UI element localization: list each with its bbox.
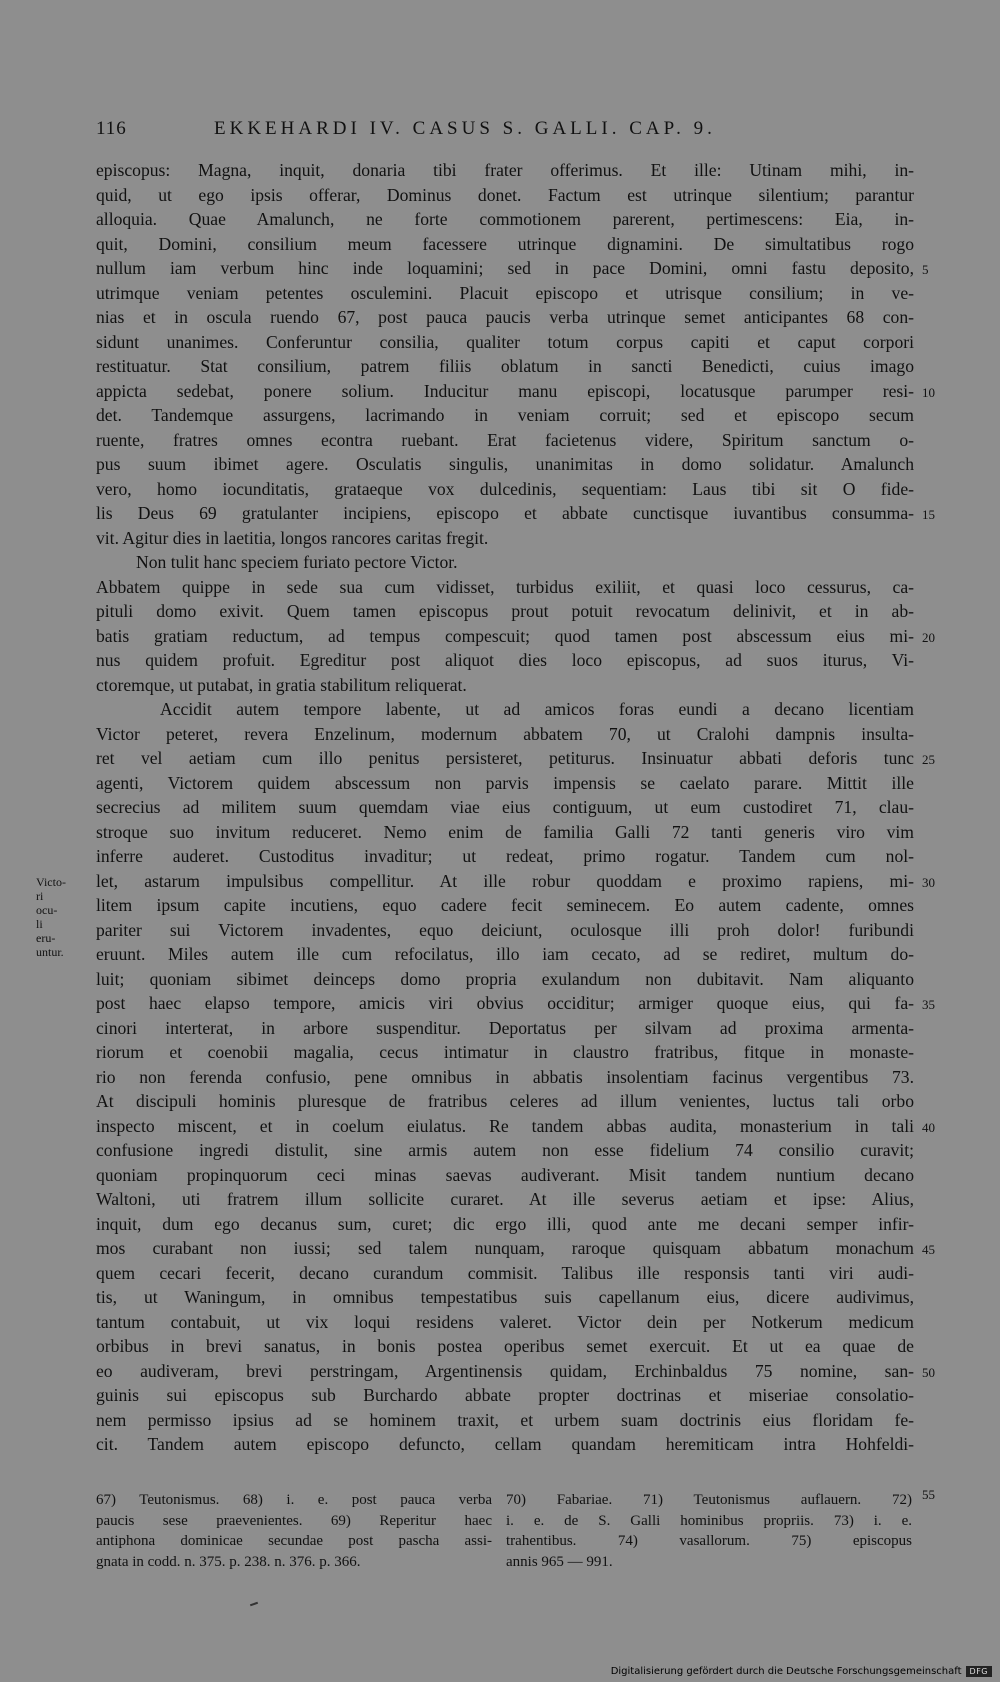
text-line: pituli domo exivit. Quem tamen episcopus prout potuit revocatum delinivit, et in ab- — [96, 601, 914, 621]
text-line: quem cecari fecerit, decano curandum commisit. Talibus ille responsis tanti viri audi- — [96, 1262, 914, 1283]
text-line: eruunt. Miles autem ille cum refocilatus, illo iam cecato, ad se rediret, multum do- — [96, 944, 914, 964]
text-line: inspecto miscent, et in coelum eiulatus. Re tandem abbas audita, monasterium in tali — [96, 1115, 914, 1136]
text-line: let, astarum impulsibus compellitur. At ille robur quoddam e proximo rapiens, mi- — [96, 870, 914, 891]
text-line: nullum iam verbum hinc inde loquamini; sed in pace Domini, omni fastu deposito, — [96, 258, 914, 278]
text-line: nus quidem profuit. Egreditur post aliquot dies loco episcopus, ad suos iturus, Vi- — [96, 650, 914, 670]
line-number: 15 — [922, 507, 935, 522]
footnote-line: trahentibus. 74) vasallorum. 75) episcopus — [506, 1533, 912, 1549]
text-line: guinis sui episcopus sub Burchardo abbate propter doctrinas et miseriae consolatio- — [96, 1385, 914, 1405]
footnote-line: gnata in codd. n. 375. p. 238. n. 376. p. 366. — [96, 1553, 361, 1570]
text-line: Non tulit hanc speciem furiato pectore Victor. — [136, 552, 458, 572]
footnote-line: antiphona dominicae secundae post pascha assi- — [96, 1533, 492, 1549]
text-line: riorum et coenobii magalia, cecus intimatur in claustro fratribus, fitque in monaste- — [96, 1042, 914, 1062]
page-number: 116 — [96, 118, 127, 139]
line-number: 35 — [922, 997, 935, 1012]
digitization-credit — [611, 1666, 992, 1677]
text-line: Abbatem quippe in sede sua cum vidisset, turbidus exiliit, et quasi loco cessurus, ca- — [96, 576, 914, 597]
text-line: pariter sui Victorem invadentes, equo deiciunt, oculosque illi proh dolor! furibundi — [96, 919, 914, 940]
text-line: At discipuli hominis pluresque de fratribus celeres ad illum venientes, luctus tali orbo — [96, 1091, 914, 1111]
text-line: sidunt unanimes. Conferuntur consilia, qualiter totum corpus capiti et caput corpori — [96, 331, 914, 352]
line-number: 40 — [922, 1119, 935, 1135]
footnotes-left — [96, 1490, 492, 1572]
text-line: inferre auderet. Custoditus invaditur; ut redeat, primo rogatur. Tandem cum nol- — [96, 846, 914, 866]
text-line: nias et in oscula ruendo 67, post pauca paucis verba utrinque semet anticipantes 68 con- — [96, 307, 914, 327]
running-title: EKKEHARDI IV. CASUS S. GALLI. CAP. 9. — [214, 118, 716, 139]
footnote-line: annis 965 — 991. — [506, 1553, 613, 1570]
text-line: quit, Domini, consilium meum facessere utrinque dignamini. De simultatibus rogo — [96, 233, 914, 254]
text-line: cit. Tandem autem episcopo defuncto, cellam quandam heremiticam intra Hohfeldi- — [96, 1434, 914, 1454]
text-line: ret vel aetiam cum illo penitus persisteret, petiturus. Insinuatur abbati deforis tunc — [96, 748, 914, 768]
line-number: 20 — [922, 629, 935, 645]
text-line: mos curabant non iussi; sed talem nunquam, raroque quisquam abbatum monachum — [96, 1238, 914, 1258]
line-number: 30 — [922, 874, 935, 890]
text-line: quid, ut ego ipsis offerar, Dominus donet. Factum est utrinque silentium; parantur — [96, 184, 914, 205]
text-line: appicta sedebat, ponere solium. Inducitur manu episcopi, locatusque parumper resi- — [96, 380, 914, 401]
text-line: nem permisso ipsius ad se hominem traxit, et urbem suam doctrinis eius floridam fe- — [96, 1409, 914, 1430]
text-line: stroque suo invitum reduceret. Nemo enim de familia Galli 72 tanti generis viro vim — [96, 821, 914, 842]
footnote-line: i. e. de S. Galli hominibus propriis. 73) i. e. — [506, 1512, 912, 1529]
text-line: ruente, fratres omnes econtra ruebant. Erat facietenus videre, Spiritum sanctum o- — [96, 429, 914, 450]
text-line: vero, homo iocunditatis, grataeque vox dulcedinis, sequentiam: Laus tibi sit O fide- — [96, 478, 914, 499]
text-line: inquit, dum ego decanus sum, curet; dic ergo illi, quod ante me decani semper infir- — [96, 1213, 914, 1234]
text-line: confusione ingredi distulit, sine armis autem non esse fidelium 74 consilio curavit; — [96, 1140, 914, 1160]
footnote-line: 67) Teutonismus. 68) i. e. post pauca verba — [96, 1492, 492, 1508]
footnotes-right — [506, 1490, 912, 1572]
text-line: restituatur. Stat consilium, patrem filiis oblatum in sancti Benedicti, cuius imago — [96, 356, 914, 376]
text-line: ctoremque, ut putabat, in gratia stabilitum reliquerat. — [96, 674, 467, 695]
text-line: quoniam propinquorum ceci minas saevas audiverant. Misit tandem nuntium decano — [96, 1164, 914, 1185]
text-line: eo audiveram, brevi perstringam, Argentinensis quidam, Erchinbaldus 75 nomine, san- — [96, 1360, 914, 1381]
line-number: 10 — [922, 384, 935, 400]
line-number: 55 — [922, 1487, 935, 1502]
text-line: batis gratiam reductum, ad tempus compescuit; quod tamen post abscessum eius mi- — [96, 625, 914, 646]
footnote-line: 70) Fabariae. 71) Teutonismus auflauern. 72) — [506, 1492, 912, 1508]
footnote-line: paucis sese praevenientes. 69) Reperitur haec — [96, 1512, 492, 1529]
text-line: tantum contabuit, ut vix loqui residens valeret. Victor dein per Notkerum medicum — [96, 1311, 914, 1332]
text-line: litem ipsum capite incutiens, equo cadere fecit seminecem. Eo autem cadente, omnes — [96, 895, 914, 915]
margin-note: Victo- ri ocu- li eru- untur. — [36, 875, 66, 959]
main-text — [96, 158, 914, 1457]
dfg-logo: DFG — [966, 1666, 992, 1677]
text-line: secrecius ad militem suum quemdam viae eius contiguum, ut eum custodiret 71, clau- — [96, 797, 914, 817]
text-line: episcopus: Magna, inquit, donaria tibi frater offerimus. Et ille: Utinam mihi, in- — [96, 160, 914, 180]
line-number: 45 — [922, 1242, 935, 1257]
text-line: pus suum ibimet agere. Osculatis singulis, unanimitas in domo solidatur. Amalunch — [96, 454, 914, 474]
text-line: Waltoni, uti fratrem illum sollicite curaret. At ille severus aetiam et ipse: Alius, — [96, 1189, 914, 1209]
text-line: Victor peteret, revera Enzelinum, modernum abbatem 70, ut Cralohi dampnis insulta- — [96, 723, 914, 744]
text-line: vit. Agitur dies in laetitia, longos rancores caritas fregit. — [96, 527, 489, 548]
text-line: det. Tandemque assurgens, lacrimando in veniam corruit; sed et episcopo secum — [96, 405, 914, 425]
text-line: tis, ut Waningum, in omnibus tempestatibus suis capellanum eius, dicere audivimus, — [96, 1287, 914, 1307]
text-line: Accidit autem tempore labente, ut ad amicos foras eundi a decano licentiam — [160, 699, 914, 719]
text-line: utrimque veniam petentes osculemini. Placuit episcopo et utrisque consilium; in ve- — [96, 282, 914, 303]
text-line: post haec elapso tempore, amicis viri obvius occiditur; armiger quoque eius, qui fa- — [96, 993, 914, 1013]
text-line: lis Deus 69 gratulanter incipiens, episcopo et abbate cunctisque iuvantibus consumma- — [96, 503, 914, 523]
line-number: 25 — [922, 752, 935, 767]
text-line: agenti, Victorem quidem abscessum non parvis impensis se caelato parare. Mittit ille — [96, 772, 914, 793]
text-line: cinori interterat, in arbore suspenditur. Deportatus per silvam ad proxima armenta- — [96, 1017, 914, 1038]
text-line: rio non ferenda confusio, pene omnibus in abbatis insolentiam facinus vergentibus 73. — [96, 1066, 914, 1087]
text-line: luit; quoniam sibimet deinceps domo propria exulandum non dubitavit. Nam aliquanto — [96, 968, 914, 989]
text-line: orbibus in brevi sanatus, in bonis postea operibus semet exercuit. Et ut ea quae de — [96, 1336, 914, 1356]
credit-text: Digitalisierung gefördert durch die Deutsche Forschungsgemeinschaft — [610, 1666, 962, 1677]
text-line: alloquia. Quae Amalunch, ne forte commotionem parerent, pertimescens: Eia, in- — [96, 209, 914, 229]
line-number: 5 — [922, 262, 929, 277]
scan-mark — [250, 1602, 258, 1607]
line-number: 50 — [922, 1364, 935, 1380]
